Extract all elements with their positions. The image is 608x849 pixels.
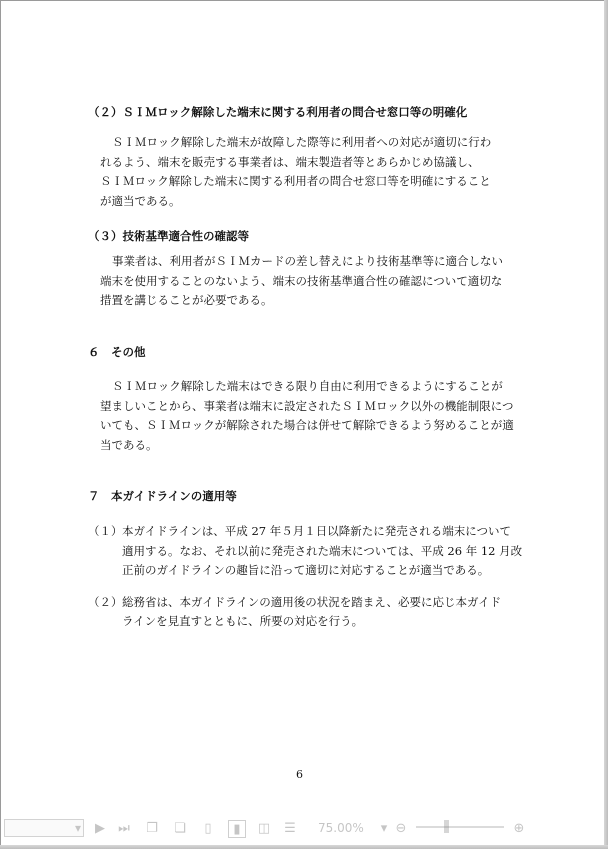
- section-heading: ６ その他: [88, 345, 146, 359]
- body-line: れるよう、端末を販売する事業者は、端末製造者等とあらかじめ協議し、: [100, 154, 480, 169]
- body-line: ＳＩＭロック解除した端末が故障した際等に利用者への対応が適切に行わ: [112, 135, 492, 149]
- body-line: 端末を使用することのないよう、端末の技術基準適合性の確認について適切な: [100, 273, 503, 288]
- continuous-page-icon[interactable]: ▮: [228, 820, 246, 838]
- zoom-level[interactable]: 75.00%: [318, 821, 364, 835]
- chevron-down-icon[interactable]: ▾: [380, 820, 388, 836]
- body-line: ラインを見直すとともに、所要の対応を行う。: [122, 614, 364, 628]
- body-line: 正前のガイドラインの趣旨に沿って適切に対応することが適当である。: [122, 563, 490, 577]
- body-line: 措置を講じることが必要である。: [100, 293, 273, 307]
- body-line: ＳＩＭロック解除した端末はできる限り自由に利用できるようにすることが: [112, 379, 503, 393]
- section-heading: （３）技術基準適合性の確認等: [88, 229, 249, 243]
- body-line: 本ガイドラインは、平成 27 年５月１日以降新たに発売される端末について: [122, 524, 512, 538]
- zoom-slider-thumb[interactable]: [444, 820, 449, 833]
- page-number: 6: [296, 768, 303, 781]
- copy-icon[interactable]: ❐: [146, 820, 158, 836]
- single-page-icon[interactable]: ▯: [204, 820, 212, 836]
- section-body: [88, 252, 528, 311]
- body-line: いても、ＳＩＭロックが解除された場合は併せて解除できるよう努めることが適: [100, 418, 514, 432]
- body-line: 当である。: [100, 437, 158, 452]
- section-guideline-application: [88, 488, 528, 632]
- two-page-icon[interactable]: ◫: [257, 820, 271, 836]
- list-item-number: （１）: [88, 524, 123, 538]
- body-line: 望ましいことから、事業者は端末に設定されたＳＩＭロック以外の機能制限につ: [100, 398, 514, 413]
- section-body: [88, 133, 528, 211]
- list-item: [88, 522, 528, 581]
- grid-icon[interactable]: ☰: [284, 820, 296, 836]
- body-line: 事業者は、利用者がＳＩＭカードの差し替えにより技術基準等に適合しない: [112, 254, 503, 268]
- list-item: [88, 593, 528, 632]
- copy-icon[interactable]: ❏: [174, 820, 186, 836]
- section-heading: ７ 本ガイドラインの適用等: [88, 489, 237, 503]
- list-item-number: （２）: [88, 594, 123, 609]
- body-line: ＳＩＭロック解除した端末に関する利用者の問合せ窓口等を明確にすること: [100, 174, 491, 188]
- zoom-slider[interactable]: [416, 826, 504, 828]
- section-inquiry-window: [88, 104, 528, 211]
- viewer-toolbar: [0, 812, 535, 844]
- chevron-down-icon: ▾: [74, 821, 81, 835]
- body-line: が適当である。: [100, 193, 181, 208]
- body-line: 総務省は、本ガイドラインの適用後の状況を踏まえ、必要に応じ本ガイド: [122, 594, 502, 609]
- section-other: [88, 344, 528, 455]
- page-select[interactable]: [4, 819, 84, 837]
- section-technical-conformity: [88, 228, 528, 311]
- body-line: 適用する。なお、それ以前に発売された端末については、平成 26 年 12 月改: [122, 543, 523, 558]
- frame-shadow-bottom: [0, 845, 608, 849]
- section-heading: （２）ＳＩＭロック解除した端末に関する利用者の問合せ窓口等の明確化: [88, 105, 468, 119]
- play-icon[interactable]: ▶: [95, 820, 105, 836]
- section-body: [88, 377, 528, 455]
- zoom-in-icon[interactable]: ⊕: [513, 820, 525, 836]
- next-page-icon[interactable]: ⏭: [118, 820, 130, 836]
- frame-shadow-right: [604, 0, 608, 849]
- zoom-out-icon[interactable]: ⊖: [395, 820, 407, 836]
